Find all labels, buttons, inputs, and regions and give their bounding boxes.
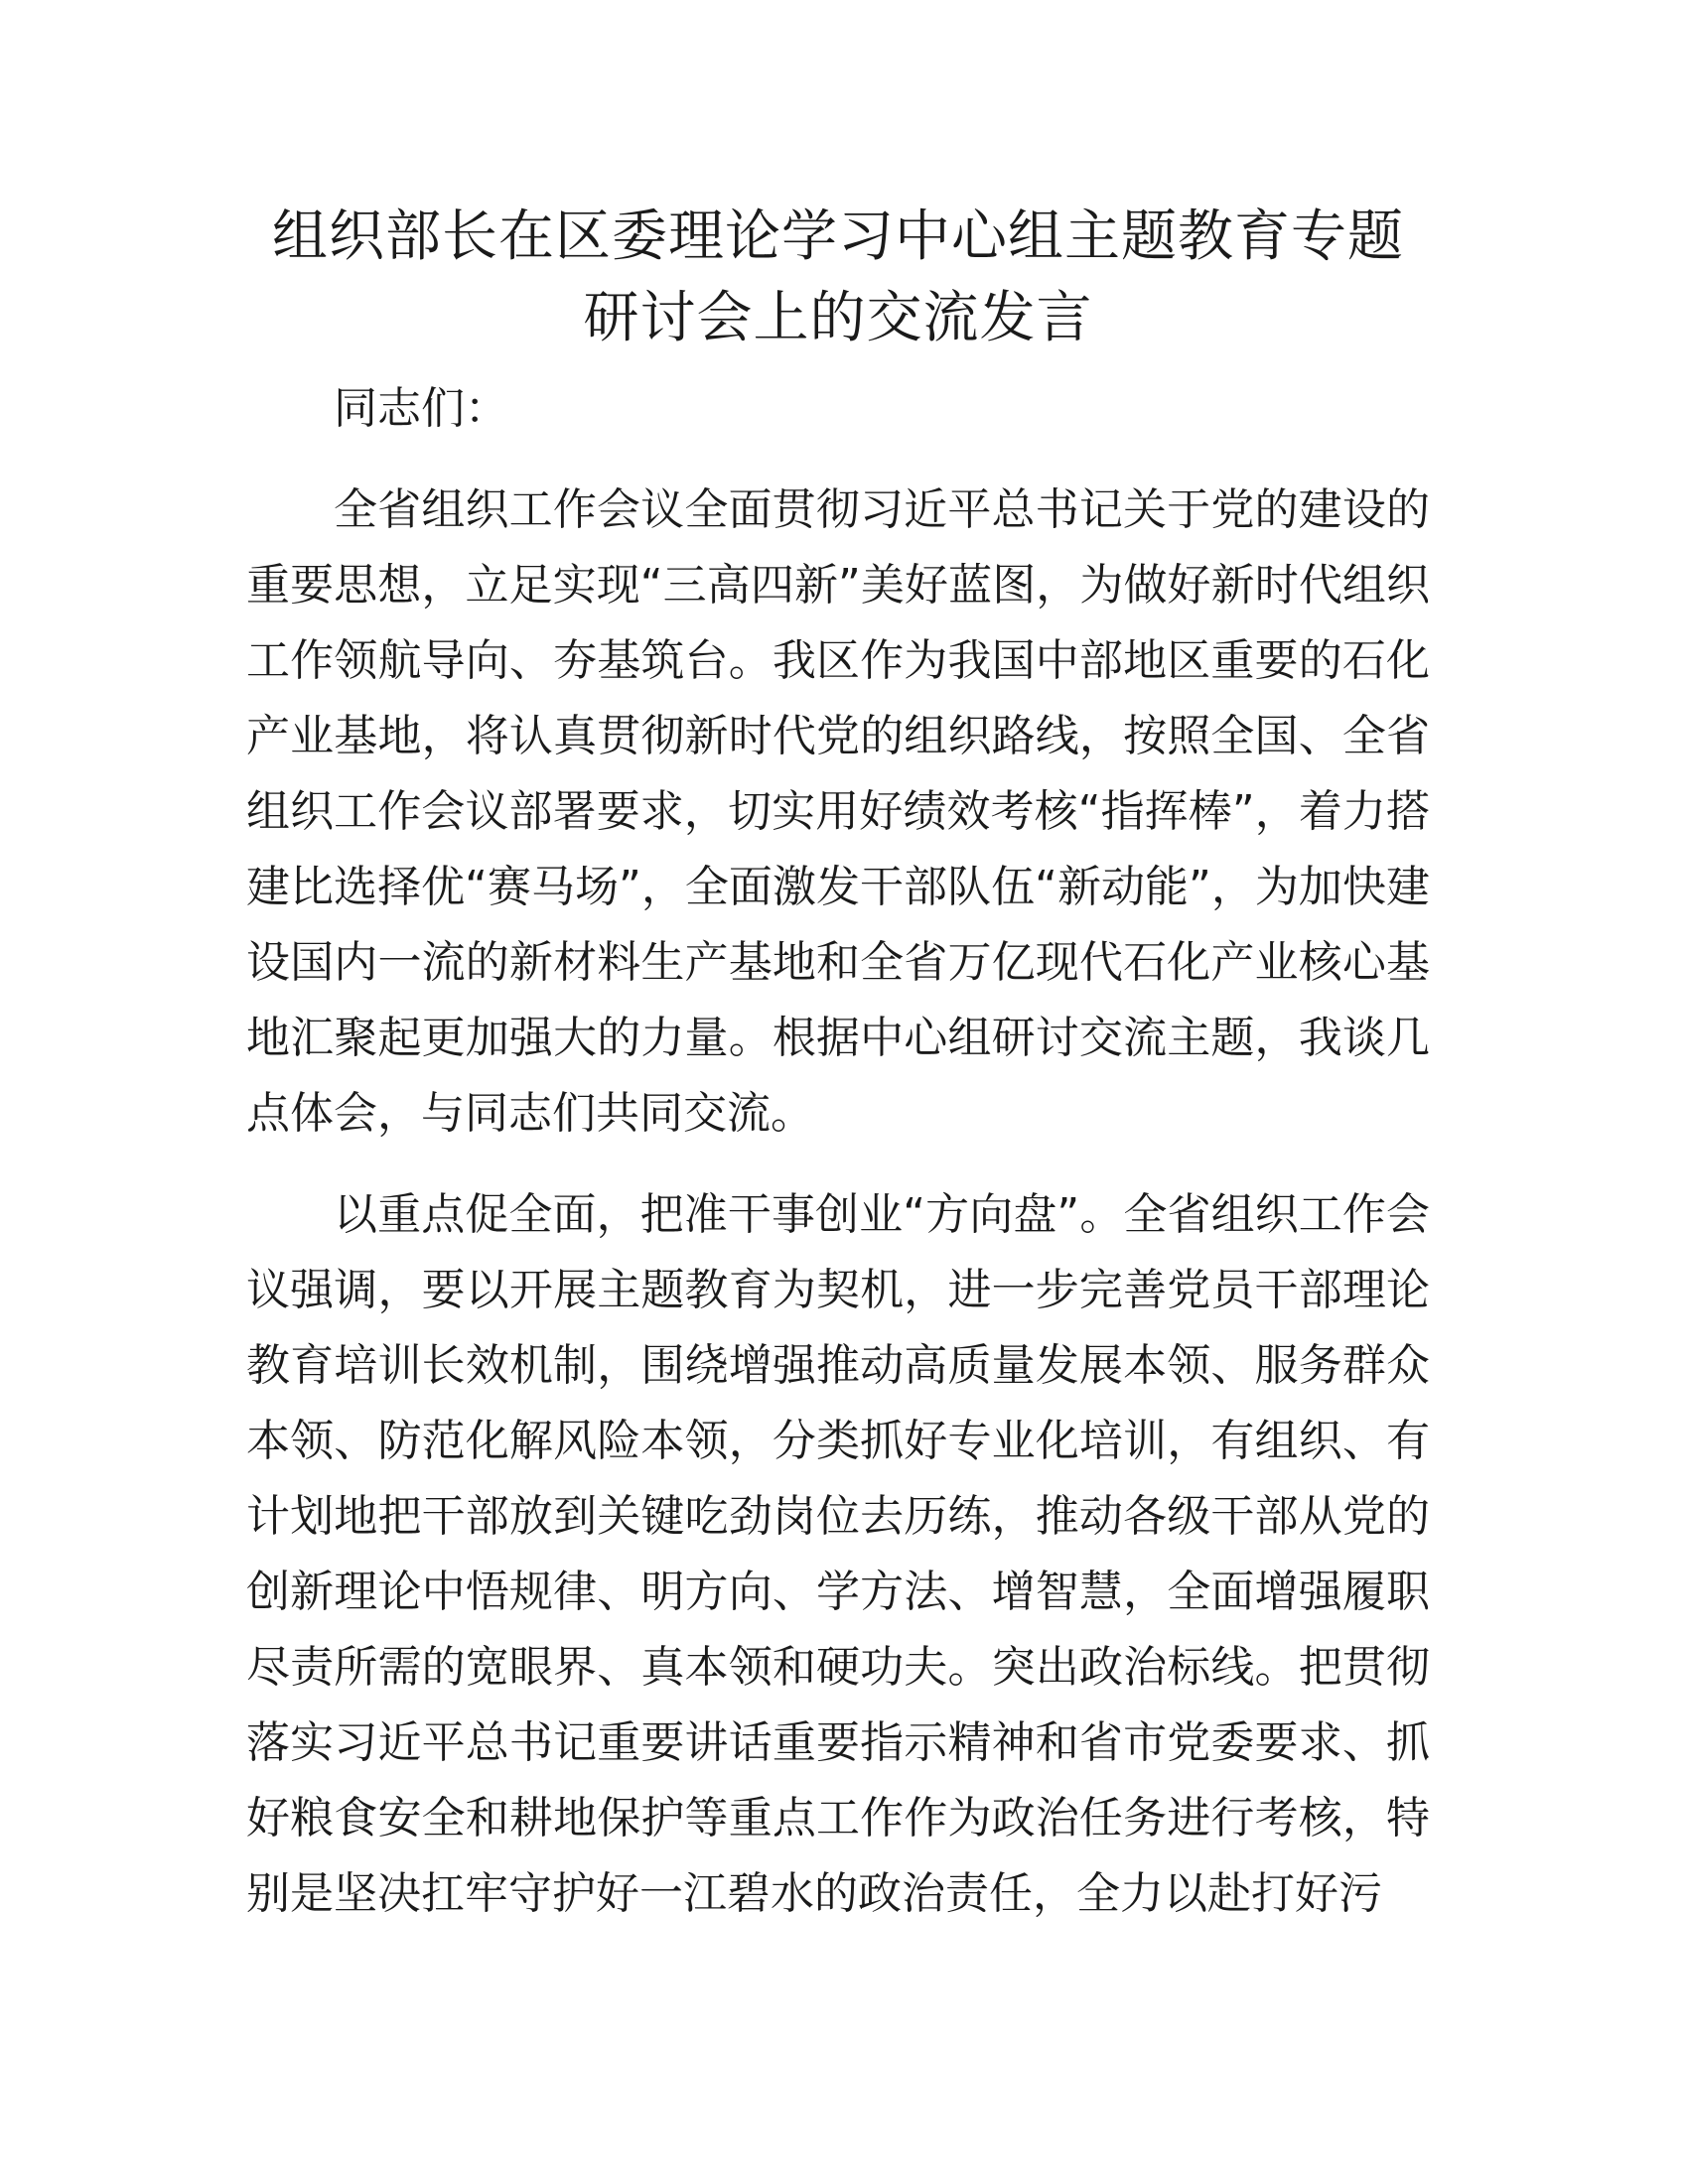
document-body	[246, 197, 1430, 1932]
greeting: 同志们：	[334, 383, 508, 434]
title-line-2: 研讨会上的交流发言	[583, 286, 1093, 350]
paragraph-1: 全省组织工作会议全面贯彻习近平总书记关于党的建设的重要思想，立足实现“三高四新”美好蓝图，为做好新时代组织工作领航导向、夯基筑台。我区作为我国中部地区重要的石化产业基地，将认真贯彻新时代党的组织路线，按照全国、全省组织工作会议部署要求，切实用好绩效考核“指挥棒”，着力搭建比选择优“赛马场”，全面激发干部队伍“新动能”，为加快建设国内一流的新材料生产基地和全省万亿现代石化产业核心基地汇聚起更加强大的力量。根据中心组研讨交流主题，我谈几点体会，与同志们共同交流。	[246, 484, 1430, 1139]
paragraph-2: 以重点促全面，把准干事创业“方向盘”。全省组织工作会议强调，要以开展主题教育为契机，进一步完善党员干部理论教育培训长效机制，围绕增强推动高质量发展本领、服务群众本领、防范化解风险本领，分类抓好专业化培训，有组织、有计划地把干部放到关键吃劲岗位去历练，推动各级干部从党的创新理论中悟规律、明方向、学方法、增智慧，全面增强履职尽责所需的宽眼界、真本领和硬功夫。突出政治标线。把贯彻落实习近平总书记重要讲话重要指示精神和省市党委要求、抓好粮食安全和耕地保护等重点工作作为政治任务进行考核，特别是坚决扛牢守护好一江碧水的政治责任，全力以赴打好污	[246, 1189, 1430, 1919]
title-line-1: 组织部长在区委理论学习中心组主题教育专题	[272, 205, 1404, 269]
document-title	[246, 197, 1430, 359]
